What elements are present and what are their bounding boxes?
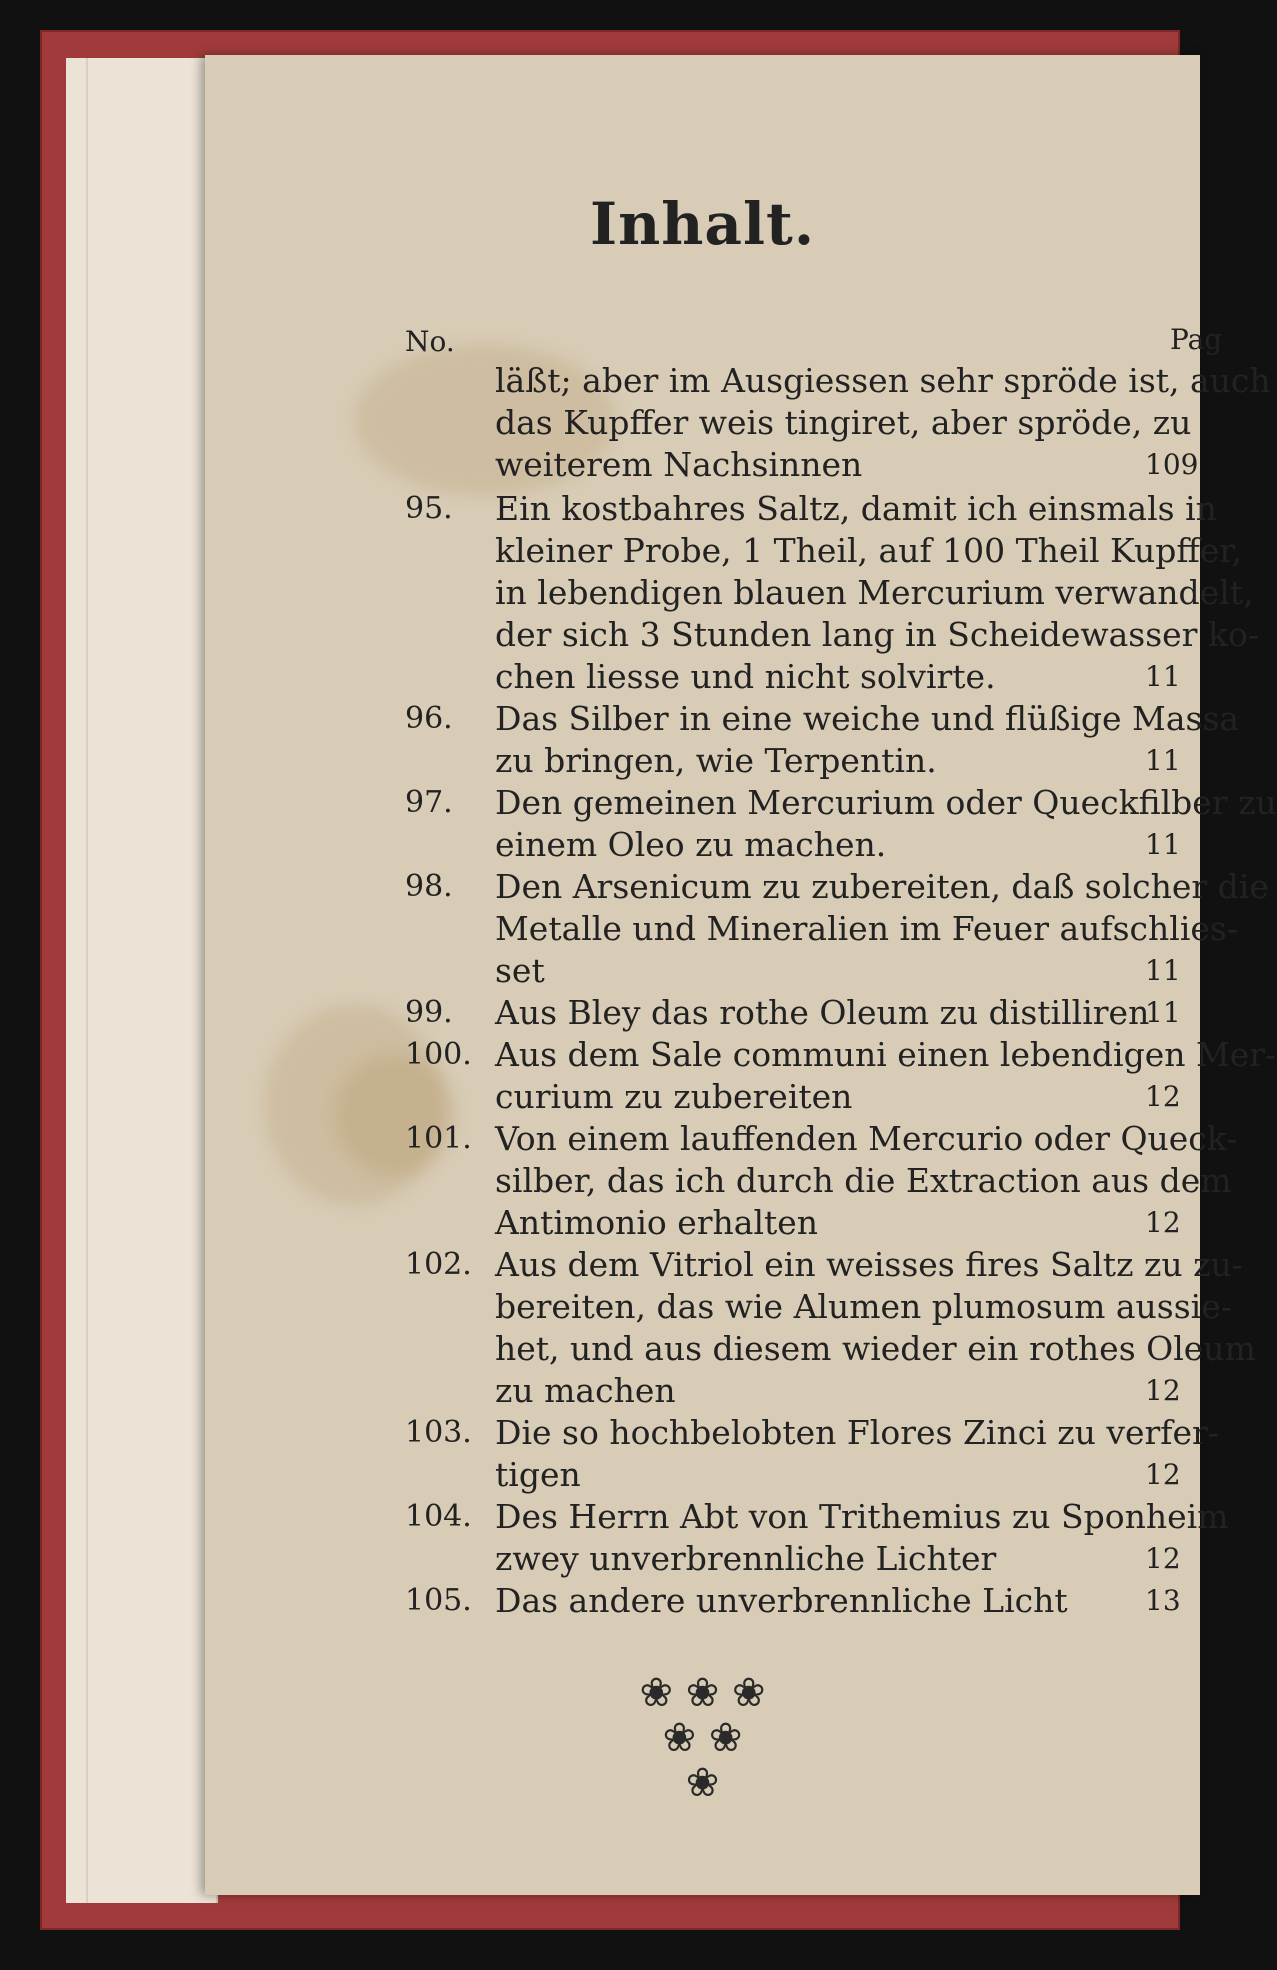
entry-number: 96. [405,701,453,736]
entry-number: 97. [405,785,453,820]
entry-line: Des Herrn Abt von Trithemius zu Sponheim [495,1497,1229,1536]
page-number: 12 [1145,1080,1181,1113]
entry-line: in lebendigen blauen Mercurium verwandelt, [495,573,1254,612]
entry-number: 104. [405,1499,472,1534]
page-number: 12 [1145,1374,1181,1407]
entry-line: Antimonio erhalten [495,1203,819,1242]
entry-line: Das andere unverbrennliche Licht [495,1581,1068,1620]
ornament-row: ❀ ❀ ❀ [639,1670,766,1716]
entry-line: Von einem lauffenden Mercurio oder Queck- [495,1119,1238,1158]
entry-line: zu bringen, wie Terpentin. [495,741,937,780]
entry-line: der sich 3 Stunden lang in Scheidewasser ko- [495,615,1259,654]
ornament-row: ❀ [685,1760,720,1806]
entry-number: 100. [405,1037,472,1072]
entry-line: einem Oleo zu machen. [495,825,887,864]
entry-line: bereiten, das wie Alumen plumosum aussie- [495,1287,1232,1326]
entry-line: Die so hochbelobten Flores Zinci zu verfer- [495,1413,1219,1452]
entry-line: het, und aus diesem wieder ein rothes Oleum [495,1329,1256,1368]
entry-number: 99. [405,995,453,1030]
entry-line: Ein kostbahres Saltz, damit ich einsmals in [495,489,1217,528]
page-number: 11 [1145,954,1181,987]
entry-line: Den gemeinen Mercurium oder Queckfilber zu [495,783,1277,822]
entry-line: weiterem Nachsinnen [495,445,863,484]
entry-number: 98. [405,869,453,904]
column-header-page: Pag [1170,323,1223,356]
entry-line: zu machen [495,1371,676,1410]
entry-line: Metalle und Mineralien im Feuer aufschlies- [495,909,1238,948]
entry-number: 95. [405,491,453,526]
entry-line: curium zu zubereiten [495,1077,853,1116]
entry-line: Das Silber in eine weiche und flüßige Massa [495,699,1240,738]
page-number: 11 [1145,660,1181,693]
entry-line: tigen [495,1455,581,1494]
entry-number: 102. [405,1247,472,1282]
entry-line: set [495,951,545,990]
page-number: 11 [1145,996,1181,1029]
entry-line: silber, das ich durch die Extraction aus dem [495,1161,1232,1200]
page-number: 13 [1145,1584,1181,1617]
entry-line: zwey unverbrennliche Lichter [495,1539,997,1578]
entry-line: Aus dem Vitriol ein weisses fires Saltz zu zu- [495,1245,1243,1284]
book-page [205,55,1277,1895]
entry-number: 103. [405,1415,472,1450]
entry-line: kleiner Probe, 1 Theil, auf 100 Theil Kupffer, [495,531,1242,570]
entry-line: Den Arsenicum zu zubereiten, daß solcher die [495,867,1269,906]
entry-number: 105. [405,1583,472,1618]
entry-number: 101. [405,1121,472,1156]
page-number: 11 [1145,744,1181,777]
ornament-row: ❀ ❀ [662,1715,743,1761]
entry-line: chen liesse und nicht solvirte. [495,657,996,696]
entry-line: läßt; aber im Ausgiessen sehr spröde ist, auch [495,361,1271,400]
page-number: 12 [1145,1458,1181,1491]
page-number: 12 [1145,1542,1181,1575]
page-title: Inhalt. [589,190,816,258]
page-number: 11 [1145,828,1181,861]
endpaper [66,58,218,1903]
page-number: 109 [1145,448,1199,481]
entry-line: das Kupffer weis tingiret, aber spröde, zu [495,403,1192,442]
entry-line: Aus Bley das rothe Oleum zu distilliren [495,993,1150,1032]
page-number: 12 [1145,1206,1181,1239]
entry-line: Aus dem Sale communi einen lebendigen Mer- [495,1035,1277,1074]
column-header-no: No. [405,325,455,358]
